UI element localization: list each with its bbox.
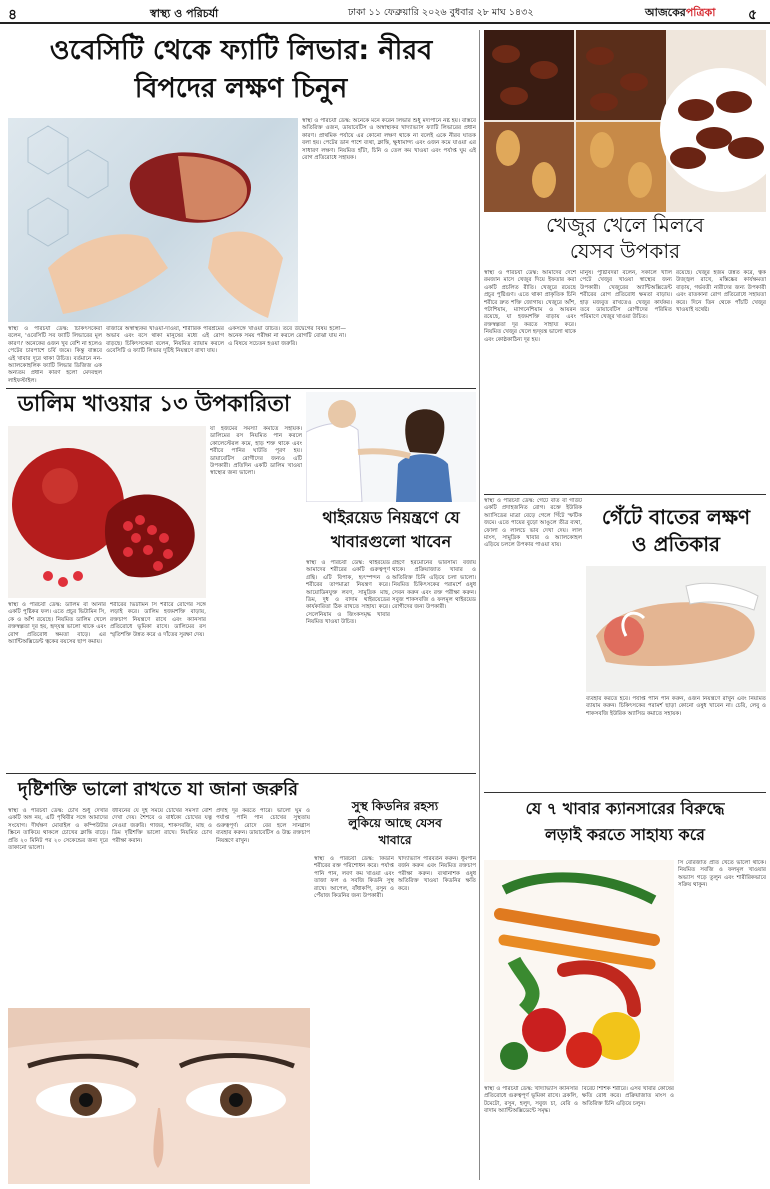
divider-right-1 xyxy=(484,494,766,495)
gout-foot-image xyxy=(586,566,766,692)
thyroid-body-col1: স্বাস্থ্য ও পরিচর্যা ডেস্ক: থাইরয়েড আমাদের শরীরের একটি গুরুত্বপূর্ণ গ্রন্থি। এটি বিপাক, হৃৎস্পন্দন ও শরীরের তাপমাত্রা নিয়ন্ত্রণ করে। আয়োডিনযুক্ত লবণ, সামুদ্রিক মাছ, ডিম, দুধ ও বাদাম থাইরয়েডের কার্যকারিতা ঠিক রাখতে সাহায্য করে। সেলেনিয়াম ও জিংকসমৃদ্ধ খাবার নিয়মিত খাওয়া উচিত। xyxy=(306,560,390,626)
vision-body-col1: স্বাস্থ্য ও পরিচর্যা ডেস্ক: চোখ শুধু দেখার একটি অঙ্গ নয়, এটি পৃথিবীর সঙ্গে আমাদের সংযোগ। দীর্ঘক্ষণ মোবাইল ও কম্পিউটার স্ক্রিনে তাকিয়ে থাকলে চোখের ক্লান্তি বাড়ে। প্রতি ২০ মিনিট পর ২০ সেকেন্ডের জন্য দূরে তাকানো ভালো। xyxy=(8,808,108,852)
lead-headline-line2: বিপদের লক্ষণ চিনুন xyxy=(134,73,348,104)
gout-headline-line2: ও প্রতিকার xyxy=(631,532,721,556)
lead-body-col1: স্বাস্থ্য ও পরিচর্যা ডেস্ক: চিকিৎসকেরা বলেন, 'ওবেসিটি সব ফ্যাটি লিভারের মূল কারণ।' অনেকের ওজন খুব বেশি না হলেও পেটের চারপাশে চর্বি জমে। কিন্তু বাস্তবে এই খাবার দূরে থাকা উচিত। বর্তমানে নন-অ্যালকোহলিক ফ্যাটি লিভার ডিজিজ এক অন্যতম প্রধান কারণ হলো মেদবহুল লাইফস্টাইল। xyxy=(8,326,102,384)
dates-image xyxy=(484,30,766,212)
cancer-body-col3: সি বেরিজাত প্রতি খেতে ভালো থাকে। নিয়মিত সবজি ও ফলমূল খাওয়ার অভ্যাস গড়ে তুলুন এবং শারীরিকভাবে সক্রিয় থাকুন। xyxy=(678,860,766,889)
dates-headline xyxy=(484,212,766,266)
lead-headline xyxy=(6,32,476,114)
divider-lead xyxy=(6,388,476,389)
page-header xyxy=(0,0,770,24)
kidney-body-col1: স্বাস্থ্য ও পরিচর্যা ডেস্ক: কিডনি শরীরের রক্ত পরিশোধন করে। পর্যাপ্ত পানি পান, লবণ কম খাওয়া এবং তাজা ফল ও সবজি কিডনি সুস্থ রাখে। আপেল, বাঁধাকপি, রসুন ও পেঁয়াজ কিডনির জন্য উপকারী। xyxy=(314,856,394,900)
brand-logo xyxy=(645,4,715,23)
lead-body-col3: একসঙ্গে খাওয়া উচিত। তবে উদ্বেগের বিষয় হলো—অনেক সময় পরীক্ষা না করলে রোগটি বোঝা যায় না। এ বিষয়ে সচেতন হওয়া জরুরি। xyxy=(228,326,346,347)
kidney-headline-line2: লুকিয়ে আছে যেসব xyxy=(348,816,442,830)
pomegranate-headline: ডালিম খাওয়ার ১৩ উপকারিতা xyxy=(17,392,291,417)
cancer-headline-line2: লড়াই করতে সাহায্য করে xyxy=(545,825,705,844)
kidney-body-col2: খাদ্যাভ্যাস পরিবর্তন করুন। ধূমপান বর্জন করুন এবং নিয়মিত রক্তচাপ পরীক্ষা করুন। ব্যথানাশক ওষুধ অতিরিক্ত খাওয়া কিডনির ক্ষতি করে। xyxy=(398,856,476,892)
divider-right-2 xyxy=(484,792,766,793)
dateline: ঢাকা ১১ ফেব্রুয়ারি ২০২৬ বুধবার ২৮ মাঘ ১৪৩২ xyxy=(348,7,534,18)
vegetables-image xyxy=(484,860,674,1082)
vision-body-col3: প্রদাহ দূর করতে পারে। ভালো ঘুম ও পর্যাপ্ত পানি পান চোখের সুস্থতায় গুরুত্বপূর্ণ। রোদে বের হলে সানগ্লাস ব্যবহার করুন। ডায়াবেটিস ও উচ্চ রক্তচাপ নিয়ন্ত্রণে রাখুন। xyxy=(216,808,310,844)
cancer-headline xyxy=(484,796,766,856)
page-number-right: ৫ xyxy=(748,7,758,23)
gout-headline-line1: গেঁটে বাতের লক্ষণ xyxy=(601,505,751,529)
lead-headline-line1: ওবেসিটি থেকে ফ্যাটি লিভার: নীরব xyxy=(49,35,433,66)
gout-headline xyxy=(586,504,766,560)
lead-body-col2: বাজারে অস্বাস্থ্যকর খাওয়া-দাওয়া, শারীরিক পরিশ্রমের অভাব এবং বসে থাকা মানুষের মধ্যে এই রোগ বাড়ছে। চিকিৎসকেরা বলেন, নিয়মিত ব্যায়াম করলে ওবেসিটি ও ফ্যাটি লিভার দুটিই নিয়ন্ত্রণে রাখা যায়। xyxy=(106,326,224,355)
lead-body-col4: স্বাস্থ্য ও পরিচর্যা ডেস্ক: অনেকে মনে করেন লিভার শুধু মদ্যপানে নষ্ট হয়। বাস্তবে অতিরিক্ত ওজন, ডায়াবেটিস ও অস্বাস্থ্যকর খাদ্যাভ্যাস ফ্যাটি লিভারের প্রধান কারণ। প্রাথমিক পর্যায়ে এর কোনো লক্ষণ থাকে না বলেই একে নীরব ঘাতক বলা হয়। পেটের ডান পাশে ব্যথা, ক্লান্তি, ক্ষুধামান্দ্য এবং ওজন কমে যাওয়া এর সাধারণ লক্ষণ। নিয়মিত হাঁটা, চিনি ও তেল কম খাওয়া এবং পর্যাপ্ত ঘুম এই রোগ প্রতিরোধে সহায়ক। xyxy=(302,118,476,162)
cancer-body-col2: বিরেট শিশিক শরীরে। এসব খাবার কোষের ক্ষতি রোধ করে। প্রক্রিয়াজাত মাংস ও অতিরিক্ত চিনি এড়িয়ে চলুন। xyxy=(582,1086,674,1107)
thyroid-body-col2: গ্রহণে হরমোনের ভারসাম্য বজায় থাকে। প্রক্রিয়াজাত খাবার ও অতিরিক্ত চিনি এড়িয়ে চলা ভালো। নিয়মিত চিকিৎসকের পরামর্শে ওষুধ সেবন করুন এবং রক্ত পরীক্ষা করুন। সবুজ শাকসবজি ও ফলমূল থাইরয়েড রোগীদের জন্য উপকারী। xyxy=(392,560,476,611)
brand-prefix: আজকের xyxy=(645,6,686,19)
section-title: স্বাস্থ্য ও পরিচর্যা xyxy=(150,7,219,20)
eyes-image xyxy=(8,1008,310,1184)
dates-body-col3: রয়েছে। খেজুর হজম উন্নত করে, ত্বক উজ্জ্বল রাখে, মস্তিষ্কের কার্যক্ষমতা বাড়ায়, গর্ভবতী নারীদের জন্য উপকারী এবং রাতকানা রোগ প্রতিরোধে সহায়তা করে। দিনে তিন থেকে পাঁচটি খেজুর খাওয়াই যথেষ্ট। xyxy=(676,270,766,314)
page-number-left: ৪ xyxy=(8,7,18,23)
thyroid-headline: থাইরয়েড নিয়ন্ত্রণে যে খাবারগুলো খাবেন xyxy=(322,508,460,551)
gout-body-col1: স্বাস্থ্য ও পরিচর্যা ডেস্ক: গেঁটে বাত বা গাউট একটি প্রদাহজনিত রোগ। রক্তে ইউরিক অ্যাসিডের মাত্রা বেড়ে গেলে গিঁটে স্ফটিক জমে। এতে পায়ের বুড়ো আঙুলে তীব্র ব্যথা, ফোলা ও লালচে ভাব দেখা দেয়। লাল মাংস, সামুদ্রিক খাবার ও অ্যালকোহল এড়িয়ে চললে উপকার পাওয়া যায়। xyxy=(484,498,582,549)
vision-headline: দৃষ্টিশক্তি ভালো রাখতে যা জানা জরুরি xyxy=(17,779,299,800)
cancer-headline-line1: যে ৭ খাবার ক্যানসারের বিরুদ্ধে xyxy=(525,799,725,818)
dates-body-col2: মানুষ। পুষ্টিবিদরা বলেন, সকালে খালি পেটে খেজুর খাওয়া স্বাস্থ্যের জন্য উপকারী। খেজুরের অ্যান্টিঅক্সিডেন্ট শরীরের রোগ প্রতিরোধ ক্ষমতা বাড়ায়। হাড় মজবুত রাখতেও খেজুর কার্যকর। তবে ডায়াবেটিস রোগীদের পরিমিত পরিমাণে খেজুর খাওয়া উচিত। xyxy=(580,270,672,321)
kidney-headline-line3: খাবারে xyxy=(378,833,412,847)
brand-name: পত্রিকা xyxy=(685,6,716,19)
dates-body-col1: স্বাস্থ্য ও পরিচর্যা ডেস্ক: আমাদের দেশে রমজান মাসে খেজুর দিয়ে ইফতার করা একটি প্রচলিত রীতি। খেজুরে রয়েছে প্রচুর পুষ্টিগুণ। এতে থাকা প্রাকৃতিক চিনি শরীরে দ্রুত শক্তি জোগায়। খেজুরে আঁশ, পটাশিয়াম, ম্যাগনেশিয়াম ও আয়রন রয়েছে, যা হজমশক্তি বাড়ায় এবং রক্তস্বল্পতা দূর করতে সাহায্য করে। নিয়মিত খেজুর খেলে হৃদ্‌যন্ত্র ভালো থাকে এবং কোষ্ঠকাঠিন্য দূর হয়। xyxy=(484,270,576,343)
pomegranate-body-col1: স্বাস্থ্য ও পরিচর্যা ডেস্ক: ডালিম বা আনার একটি পুষ্টিকর ফল। এতে প্রচুর ভিটামিন সি, কে ও আঁশ রয়েছে। নিয়মিত ডালিম খেলে রক্তস্বল্পতা দূর হয়, হৃদ্‌যন্ত্র ভালো থাকে এবং রোগ প্রতিরোধ ক্ষমতা বাড়ে। এর অ্যান্টিঅক্সিডেন্ট ত্বকের বয়সের ছাপ কমায়। xyxy=(8,602,106,646)
divider-mid xyxy=(6,773,476,774)
pomegranate-image xyxy=(8,426,206,598)
dates-headline-line1: খেজুর খেলে মিলবে xyxy=(546,213,704,237)
vision-body-col2: জীবনের যে দুই সময়ে চোখের সমস্যা বেশি দেখা দেয়। শৈশবে ও বার্ধক্যে চোখের যত্ন নেওয়া জরুরি। গাজর, শাকসবজি, মাছ ও ডিম দৃষ্টিশক্তি ভালো রাখে। নিয়মিত চোখ পরীক্ষা করান। xyxy=(112,808,212,844)
cancer-body-col1: স্বাস্থ্য ও পরিচর্যা ডেস্ক: খাদ্যাভ্যাস ক্যানসার প্রতিরোধে গুরুত্বপূর্ণ ভূমিকা রাখে। ব্রকলি, টমেটো, রসুন, হলুদ, সবুজ চা, বেরি ও বাদাম অ্যান্টিঅক্সিডেন্টে সমৃদ্ধ। xyxy=(484,1086,578,1115)
dates-headline-line2: যেসব উপকার xyxy=(569,239,681,263)
pomegranate-body-col2: শরীরের ভিটামিন সি শরীরে রোগের সঙ্গে লড়াই করে। ডালিম হজমশক্তি বাড়ায়, রক্তচাপ নিয়ন্ত্রণে রাখে এবং ক্যানসার প্রতিরোধে ভূমিকা রাখে। ডালিমের রস স্মৃতিশক্তি উন্নত করে ও দাঁতের সুরক্ষা দেয়। xyxy=(110,602,206,638)
pomegranate-body-col3: যা হজমের সমস্যা কমাতে সহায়ক। ডালিমের রস নিয়মিত পান করলে কোলেস্টেরল কমে, হাড় শক্ত থাকে এবং শরীরে পানির ঘাটতি পূরণ হয়। ডায়াবেটিস রোগীদের জন্যও এটি উপকারী। প্রতিদিন একটি ডালিম খাওয়া স্বাস্থ্যের জন্য ভালো। xyxy=(210,426,302,477)
thyroid-exam-image xyxy=(306,392,476,502)
kidney-headline-line1: সুস্থ কিডনির রহস্য xyxy=(351,799,439,813)
gout-body-col2: ব্যবহার করতে হবে। পর্যাপ্ত পানি পান করুন, ওজন নিয়ন্ত্রণে রাখুন এবং নিয়মিত ব্যায়াম করুন। চিকিৎসকের পরামর্শ ছাড়া কোনো ওষুধ খাবেন না। চেরি, লেবু ও শাকসবজি ইউরিক অ্যাসিড কমাতে সহায়ক। xyxy=(586,696,766,717)
kidney-headline xyxy=(314,798,476,852)
liver-hands-image xyxy=(8,118,298,322)
column-divider xyxy=(479,30,480,1180)
